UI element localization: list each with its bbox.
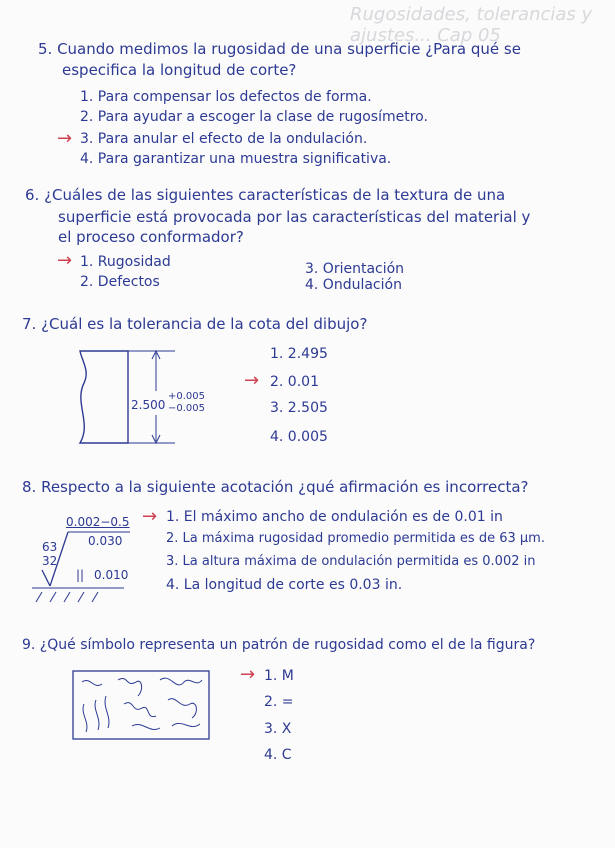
q9-pattern-squiggle-9: [168, 699, 196, 718]
answer-arrow-q7: →: [244, 370, 260, 391]
question-7-stem: 7. ¿Cuál es la tolerancia de la cota del dibujo?: [22, 315, 368, 333]
question-9-option-1: 1. M: [264, 668, 294, 684]
q9-pattern-squiggle-6: [124, 703, 156, 717]
q9-pattern-squiggle-5: [118, 678, 142, 696]
question-6-stem-line-3: el proceso conformador?: [58, 228, 244, 246]
q8-check-short-leg: [42, 570, 50, 586]
question-7-option-2: 2. 0.01: [270, 374, 319, 390]
q9-pattern-squiggle-7: [132, 724, 160, 729]
question-6-stem-line-2: superficie está provocada por las características del material y: [58, 208, 531, 226]
q8-symbol-top: 0.002−0.5: [66, 515, 130, 529]
question-7-option-4: 4. 0.005: [270, 429, 328, 445]
question-6-option-2: 2. Defectos: [80, 274, 160, 290]
question-9-option-4: 4. C: [264, 747, 292, 763]
q8-symbol-mid: 0.030: [88, 534, 123, 548]
answer-arrow-q5: →: [57, 128, 73, 149]
q8-hatch-5: [92, 592, 98, 602]
q8-cutoff-value: 0.010: [94, 568, 129, 582]
q9-pattern-squiggle-8: [160, 678, 202, 685]
q9-pattern-squiggle-2: [83, 704, 87, 732]
question-5-stem-line-1: 5. Cuando medimos la rugosidad de una superficie ¿Para qué se: [38, 40, 521, 58]
answer-arrow-q9: →: [240, 664, 256, 685]
question-6-stem-line-1: 6. ¿Cuáles de las siguientes características de la textura de una: [25, 186, 506, 204]
q9-pattern-squiggle-10: [172, 723, 200, 726]
question-5-option-2: 2. Para ayudar a escoger la clase de rugosímetro.: [80, 109, 428, 125]
question-6-option-4: 4. Ondulación: [305, 277, 402, 293]
question-5-stem-line-2: especifica la longitud de corte?: [62, 61, 297, 79]
q9-pattern-squiggle-1: [82, 680, 102, 685]
question-8-option-4: 4. La longitud de corte es 0.03 in.: [166, 577, 403, 593]
question-9-option-3: 3. X: [264, 721, 292, 737]
q7-tolerance-plus: +0.005: [168, 391, 206, 402]
q8-hatch-4: [78, 592, 84, 602]
q8-hatch-2: [50, 592, 56, 602]
question-7-option-1: 1. 2.495: [270, 346, 328, 362]
question-6-option-1: 1. Rugosidad: [80, 254, 171, 270]
q9-pattern-squiggle-3: [95, 700, 99, 730]
question-9-stem: 9. ¿Qué símbolo representa un patrón de rugosidad como el de la figura?: [22, 637, 536, 653]
q9-pattern-squiggle-4: [105, 696, 109, 728]
question-8-option-1: 1. El máximo ancho de ondulación es de 0.01 in: [166, 509, 503, 525]
answer-arrow-q6: →: [57, 250, 73, 271]
q8-symbol-left-top: 63: [42, 540, 58, 554]
q8-symbol-left-bottom: 32: [42, 554, 58, 568]
question-8-option-3: 3. La altura máxima de ondulación permitida es 0.002 in: [166, 554, 536, 569]
q9-pattern-figure: [72, 670, 212, 742]
q8-lay-symbol: ||: [76, 568, 85, 582]
q8-hatch-1: [36, 592, 42, 602]
question-5-option-1: 1. Para compensar los defectos de forma.: [80, 89, 372, 105]
q7-tolerance-minus: −0.005: [168, 403, 206, 414]
question-6-option-3: 3. Orientación: [305, 261, 405, 277]
q7-dimension-value: 2.500: [131, 398, 166, 412]
answer-arrow-q8: →: [142, 506, 158, 527]
question-9-option-2: 2. =: [264, 694, 294, 710]
question-8-stem: 8. Respecto a la siguiente acotación ¿qué afirmación es incorrecta?: [22, 478, 529, 496]
q7-part-outline: [80, 351, 128, 443]
bleed-through-header: Rugosidades, tolerancias y ajustes... Cap 05: [350, 4, 593, 46]
question-5-option-3: 3. Para anular el efecto de la ondulación.: [80, 131, 368, 147]
q8-hatch-3: [64, 592, 70, 602]
q8-check-long-leg: [50, 532, 68, 586]
question-7-option-3: 3. 2.505: [270, 400, 328, 416]
question-8-option-2: 2. La máxima rugosidad promedio permitida es de 63 μm.: [166, 531, 545, 546]
question-5-option-4: 4. Para garantizar una muestra significativa.: [80, 151, 392, 167]
